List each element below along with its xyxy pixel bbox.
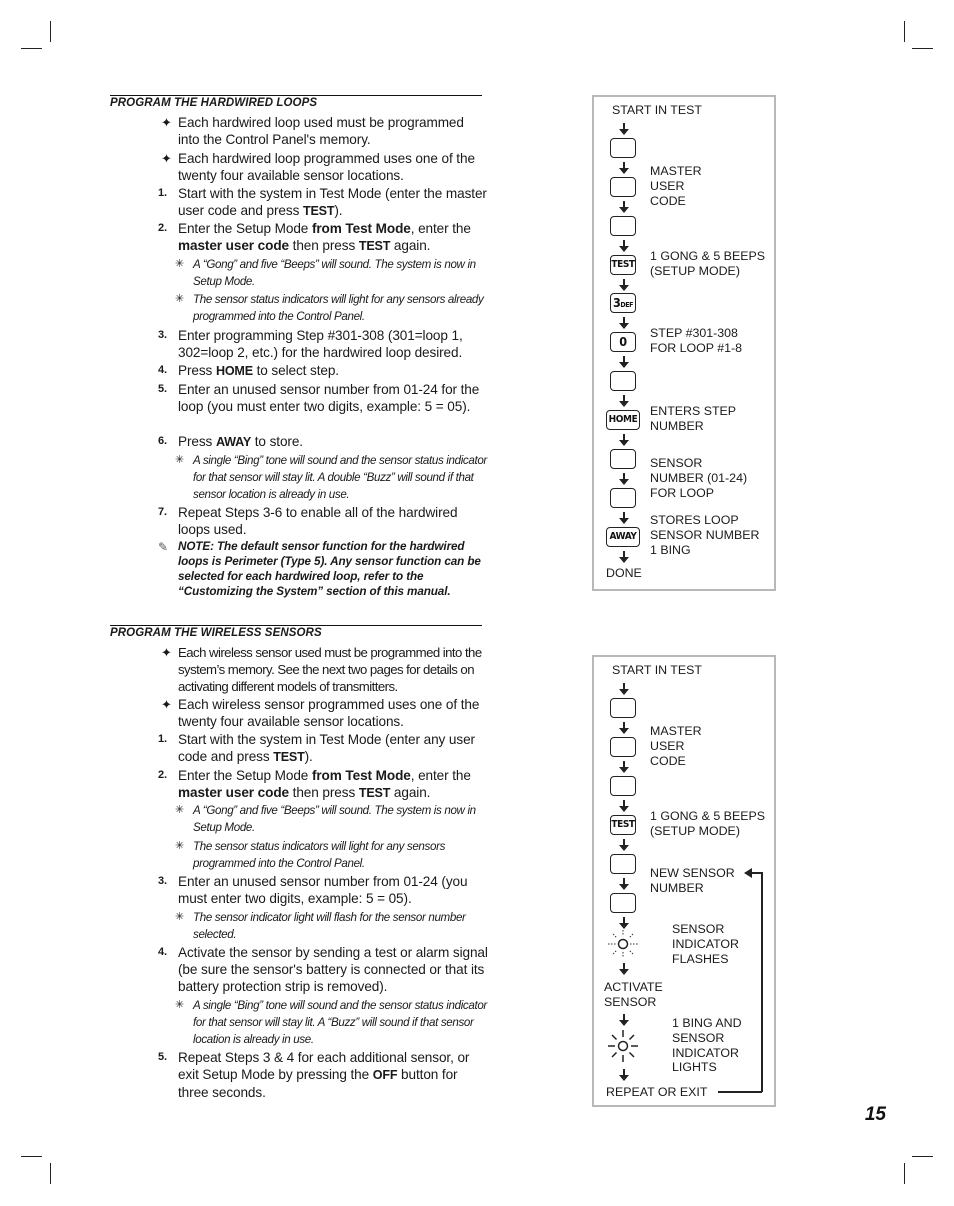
down-arrow-icon xyxy=(619,722,629,734)
step-hardwired-6: 6. Press AWAY to store. xyxy=(158,434,303,449)
crop-mark xyxy=(904,1163,905,1184)
section-heading-hardwired: PROGRAM THE HARDWIRED LOOPS xyxy=(110,95,482,109)
blank-key-button xyxy=(610,776,636,796)
down-arrow-icon xyxy=(619,800,629,812)
lit-indicator-icon xyxy=(605,1029,641,1063)
blank-key-button xyxy=(610,737,636,757)
left-arrow-icon xyxy=(744,868,752,878)
down-arrow-icon xyxy=(619,512,629,524)
blank-key-button xyxy=(610,138,636,158)
asterisk-icon: ✳ xyxy=(175,293,184,305)
label-done: DONE xyxy=(606,566,642,580)
down-arrow-icon xyxy=(619,1069,629,1081)
step-wireless-3: 3. Enter an unused sensor number from 01-24 (you must enter two digits, example: 5 = 05). xyxy=(158,874,468,906)
label-master-user-code: MASTER USER CODE xyxy=(650,164,702,208)
crop-mark xyxy=(21,1156,42,1157)
crop-mark xyxy=(50,21,51,42)
diamond-icon: ✦ xyxy=(161,645,172,660)
down-arrow-icon xyxy=(619,201,629,213)
blank-key-button xyxy=(610,216,636,236)
step-wireless-4: 4. Activate the sensor by sending a test or alarm signal (be sure the sensor's battery is connected or that its battery protection strip is removed). xyxy=(158,945,488,994)
crop-mark xyxy=(912,48,933,49)
bullet-hardwired-2: ✦ Each hardwired loop programmed uses one of the twenty four available sensor locations. xyxy=(161,151,475,183)
blank-key-button xyxy=(610,893,636,913)
loop-back-line xyxy=(761,872,763,1092)
step-wireless-2: 2. Enter the Setup Mode from Test Mode, enter the master user code then press TEST again. xyxy=(158,768,471,800)
step-wireless-5: 5. Repeat Steps 3 & 4 for each additional sensor, or exit Setup Mode by pressing the OFF button for three seconds. xyxy=(158,1050,470,1100)
note-hardwired-2b: ✳ The sensor status indicators will light for any sensors already programmed into the Control Panel. xyxy=(175,293,484,323)
away-key-button: AWAY xyxy=(606,527,640,547)
down-arrow-icon xyxy=(619,473,629,485)
blank-key-button xyxy=(610,698,636,718)
step-hardwired-3: 3. Enter programming Step #301-308 (301=loop 1, 302=loop 2, etc.) for the hardwired loop desired. xyxy=(158,328,463,360)
step-hardwired-7: 7. Repeat Steps 3-6 to enable all of the hardwired loops used. xyxy=(158,505,458,537)
down-arrow-icon xyxy=(619,839,629,851)
asterisk-icon: ✳ xyxy=(175,804,184,816)
blank-key-button xyxy=(610,449,636,469)
key-3-def-button: 3DEF xyxy=(610,293,636,313)
crop-mark xyxy=(904,21,905,42)
label-gong-beeps: 1 GONG & 5 BEEPS (SETUP MODE) xyxy=(650,249,766,278)
key-0-button: 0 xyxy=(610,332,636,352)
down-arrow-icon xyxy=(619,395,629,407)
step-hardwired-5: 5. Enter an unused sensor number from 01-24 for the loop (you must enter two digits, example: 5 = 05). xyxy=(158,382,480,414)
asterisk-icon: ✳ xyxy=(175,999,184,1011)
note-hardwired-2a: ✳ A “Gong” and five “Beeps” will sound. The system is now in Setup Mode. xyxy=(175,258,476,288)
diamond-icon: ✦ xyxy=(161,151,172,166)
label-repeat-or-exit: REPEAT OR EXIT xyxy=(606,1085,708,1099)
down-arrow-icon xyxy=(619,279,629,291)
label-step-loop: STEP #301-308 FOR LOOP #1-8 xyxy=(650,326,743,355)
note-default-function: ✎ NOTE: The default sensor function for the hardwired loops is Perimeter (Type 5). Any sensor function can be selected for each hardwired loop, refer to the “Customizing the System” section of this manual. xyxy=(158,540,481,598)
label-start-in-test: START IN TEST xyxy=(612,663,702,677)
label-indicator-flashes: SENSOR INDICATOR FLASHES xyxy=(672,922,740,966)
blank-key-button xyxy=(610,854,636,874)
down-arrow-icon xyxy=(619,551,629,563)
blank-key-button xyxy=(610,371,636,391)
bullet-wireless-2: ✦ Each wireless sensor programmed uses one of the twenty four available sensor locations. xyxy=(161,697,480,729)
step-hardwired-4: 4. Press HOME to select step. xyxy=(158,363,339,378)
asterisk-icon: ✳ xyxy=(175,258,184,270)
label-master-user-code: MASTER USER CODE xyxy=(650,724,702,768)
down-arrow-icon xyxy=(619,123,629,135)
down-arrow-icon xyxy=(619,1014,629,1026)
pencil-icon: ✎ xyxy=(158,540,168,554)
label-new-sensor-number: NEW SENSOR NUMBER xyxy=(650,866,735,895)
note-wireless-3: ✳ The sensor indicator light will flash for the sensor number selected. xyxy=(175,911,466,941)
home-key-button: HOME xyxy=(606,410,640,430)
blank-key-button xyxy=(610,488,636,508)
down-arrow-icon xyxy=(619,162,629,174)
crop-mark xyxy=(21,48,42,49)
asterisk-icon: ✳ xyxy=(175,911,184,923)
down-arrow-icon xyxy=(619,240,629,252)
label-gong-beeps: 1 GONG & 5 BEEPS (SETUP MODE) xyxy=(650,809,766,838)
note-wireless-4: ✳ A single “Bing” tone will sound and the sensor status indicator for that sensor will stay lit. A “Buzz” will sound if that sensor location is already in use. xyxy=(175,999,487,1046)
bullet-hardwired-1: ✦ Each hardwired loop used must be programmed into the Control Panel's memory. xyxy=(161,115,464,147)
blank-key-button xyxy=(610,177,636,197)
diamond-icon: ✦ xyxy=(161,697,172,712)
down-arrow-icon xyxy=(619,356,629,368)
down-arrow-icon xyxy=(619,878,629,890)
note-wireless-2a: ✳ A “Gong” and five “Beeps” will sound. The system is now in Setup Mode. xyxy=(175,804,476,834)
down-arrow-icon xyxy=(619,963,629,975)
down-arrow-icon xyxy=(619,683,629,695)
loop-back-line xyxy=(718,1091,762,1093)
note-wireless-2b: ✳ The sensor status indicators will light for any sensors programmed into the Control Panel. xyxy=(175,840,446,870)
test-key-button: TEST xyxy=(610,815,636,835)
note-hardwired-6: ✳ A single “Bing” tone will sound and the sensor status indicator for that sensor will stay lit. A double “Buzz” will sound if that sensor location is already in use. xyxy=(175,454,487,501)
test-key-button: TEST xyxy=(610,255,636,275)
down-arrow-icon xyxy=(619,434,629,446)
label-enters-step: ENTERS STEP NUMBER xyxy=(650,404,737,433)
crop-mark xyxy=(50,1163,51,1184)
asterisk-icon: ✳ xyxy=(175,454,184,466)
label-start-in-test: START IN TEST xyxy=(612,103,702,117)
page-number: 15 xyxy=(864,1104,886,1125)
step-hardwired-2: 2. Enter the Setup Mode from Test Mode, enter the master user code then press TEST again. xyxy=(158,221,471,253)
down-arrow-icon xyxy=(619,761,629,773)
diamond-icon: ✦ xyxy=(161,115,172,130)
label-sensor-number: SENSOR NUMBER (01-24) FOR LOOP xyxy=(650,456,748,500)
step-hardwired-1: 1. Start with the system in Test Mode (enter the master user code and press TEST). xyxy=(158,186,487,218)
label-stores-loop: STORES LOOP SENSOR NUMBER 1 BING xyxy=(650,513,760,557)
label-activate-sensor: ACTIVATE SENSOR xyxy=(604,980,663,1009)
flashing-indicator-icon xyxy=(605,928,641,960)
step-wireless-1: 1. Start with the system in Test Mode (enter any user code and press TEST). xyxy=(158,732,475,764)
asterisk-icon: ✳ xyxy=(175,840,184,852)
label-indicator-lights: 1 BING AND SENSOR INDICATOR LIGHTS xyxy=(672,1016,742,1075)
bullet-wireless-1: ✦ Each wireless sensor used must be programmed into the system’s memory. See the next two pages for details on activating different models of transmitters. xyxy=(161,645,482,694)
down-arrow-icon xyxy=(619,317,629,329)
crop-mark xyxy=(912,1156,933,1157)
section-heading-wireless: PROGRAM THE WIRELESS SENSORS xyxy=(110,625,482,639)
